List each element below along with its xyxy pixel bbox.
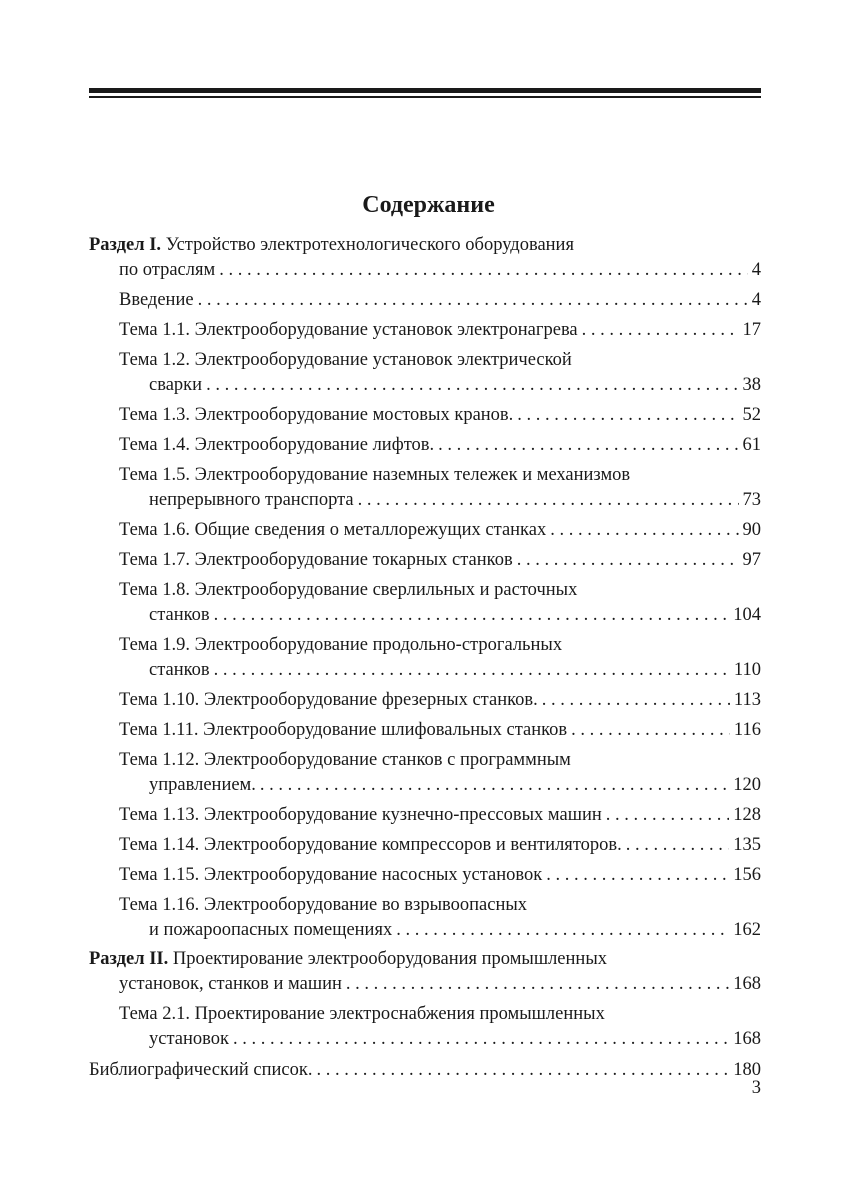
toc-entry-line <box>119 633 761 658</box>
toc-entry <box>89 833 761 858</box>
dot-leader <box>233 1027 729 1052</box>
header-rule-thick <box>89 88 761 93</box>
toc-entry <box>89 318 761 343</box>
table-of-contents <box>89 233 761 1083</box>
toc-entry-label <box>119 318 578 343</box>
toc-entry-text: Тема 1.3. Электрооборудование мостовых кранов. <box>119 405 514 425</box>
toc-entry-label <box>119 833 622 858</box>
toc-entry-prefix: Раздел II. <box>89 949 169 969</box>
toc-entry-line <box>119 373 761 398</box>
toc-entry-text: Тема 1.4. Электрооборудование лифтов. <box>119 435 435 455</box>
toc-entry <box>89 863 761 888</box>
dot-leader <box>546 863 729 888</box>
toc-entry-text: станков <box>149 605 210 625</box>
toc-entry-line <box>119 403 761 428</box>
toc-entry-line <box>119 833 761 858</box>
toc-entry-text: Тема 1.16. Электрооборудование во взрывоопасных <box>119 895 528 915</box>
toc-entry-label <box>119 972 342 997</box>
toc-entry-page: 128 <box>733 805 761 825</box>
toc-entry-line <box>119 658 761 683</box>
toc-entry-line <box>119 518 761 543</box>
dot-leader <box>206 373 738 398</box>
toc-entry-page: 73 <box>742 490 761 510</box>
toc-entry-page: 17 <box>742 320 761 340</box>
dot-leader <box>396 918 729 943</box>
toc-entry-text: Тема 1.13. Электрооборудование кузнечно-прессовых машин <box>119 805 602 825</box>
toc-entry <box>89 893 761 943</box>
page-title: Содержание <box>362 192 495 218</box>
toc-entry-page: 113 <box>733 690 761 710</box>
toc-entry <box>89 748 761 798</box>
dot-leader <box>260 773 729 798</box>
toc-entry-label <box>149 658 210 683</box>
toc-entry-text: Устройство электротехнологического оборудования <box>165 235 574 255</box>
dot-leader <box>542 688 730 713</box>
toc-entry-line <box>119 1027 761 1052</box>
toc-entry-line <box>119 863 761 888</box>
toc-entry <box>89 1058 761 1083</box>
toc-entry-page: 168 <box>733 1029 761 1049</box>
toc-entry-page: 104 <box>733 605 761 625</box>
dot-leader <box>582 318 739 343</box>
toc-entry-label <box>149 1027 229 1052</box>
toc-entry-text: Тема 1.2. Электрооборудование установок электрической <box>119 350 572 370</box>
toc-entry-line <box>89 972 761 997</box>
toc-entry-page: 135 <box>733 835 761 855</box>
toc-entry-page: 116 <box>733 720 761 740</box>
toc-entry <box>89 688 761 713</box>
toc-entry-label <box>119 258 215 283</box>
toc-entry-text: Тема 1.5. Электрооборудование наземных тележек и механизмов <box>119 465 631 485</box>
toc-entry-label <box>89 1058 312 1083</box>
dot-leader <box>198 288 748 313</box>
toc-entry-text: Тема 1.10. Электрооборудование фрезерных станков. <box>119 690 538 710</box>
toc-entry-label <box>119 433 434 458</box>
toc-entry-line <box>119 318 761 343</box>
toc-entry-text: станков <box>149 660 210 680</box>
toc-entry-label <box>119 718 567 743</box>
toc-entry-line <box>119 548 761 573</box>
header-rule <box>89 88 761 98</box>
dot-leader <box>517 403 738 428</box>
toc-entry-label <box>119 688 538 713</box>
toc-entry-label <box>149 773 256 798</box>
toc-entry-line <box>89 947 761 972</box>
dot-leader <box>219 258 748 283</box>
toc-entry-page: 168 <box>733 974 761 994</box>
toc-entry-text: Тема 1.11. Электрооборудование шлифовальных станков <box>119 720 568 740</box>
dot-leader <box>316 1058 729 1083</box>
toc-entry-text: Тема 1.6. Общие сведения о металлорежущих станках <box>119 520 547 540</box>
toc-entry-page: 156 <box>733 865 761 885</box>
toc-entry-page: 110 <box>733 660 761 680</box>
toc-entry <box>89 288 761 313</box>
dot-leader <box>550 518 738 543</box>
toc-entry-text: Тема 2.1. Проектирование электроснабжения промышленных <box>119 1004 605 1024</box>
dot-leader <box>626 833 729 858</box>
toc-entry-text: установок, станков и машин <box>119 974 342 994</box>
toc-entry-line <box>119 803 761 828</box>
toc-entry-text: по отраслям <box>119 260 216 280</box>
toc-entry-label <box>119 863 542 888</box>
toc-entry-line <box>119 578 761 603</box>
toc-entry-label <box>149 603 210 628</box>
toc-entry-text: непрерывного транспорта <box>149 490 354 510</box>
toc-entry-line <box>119 773 761 798</box>
toc-entry <box>89 433 761 458</box>
header-rule-thin <box>89 96 761 98</box>
toc-entry-text: Тема 1.8. Электрооборудование сверлильных и расточных <box>119 580 578 600</box>
toc-entry <box>89 718 761 743</box>
toc-entry-line <box>119 893 761 918</box>
toc-entry <box>89 548 761 573</box>
toc-entry-text: сварки <box>149 375 203 395</box>
toc-entry-label <box>119 548 513 573</box>
toc-entry-label <box>149 373 202 398</box>
toc-entry-label <box>119 803 602 828</box>
toc-entry <box>89 233 761 283</box>
dot-leader <box>358 488 739 513</box>
dot-leader <box>606 803 730 828</box>
toc-entry-text: и пожароопасных помещениях <box>149 920 393 940</box>
toc-entry-line <box>119 348 761 373</box>
toc-entry-label <box>119 403 513 428</box>
page-number: 3 <box>751 1078 761 1098</box>
toc-entry <box>89 947 761 997</box>
toc-entry-text: Тема 1.1. Электрооборудование установок электронагрева <box>119 320 578 340</box>
toc-entry-page: 180 <box>733 1060 761 1080</box>
toc-entry-label <box>119 518 546 543</box>
dot-leader <box>438 433 738 458</box>
dot-leader <box>214 603 730 628</box>
toc-entry <box>89 403 761 428</box>
toc-entry <box>89 803 761 828</box>
toc-entry-line <box>119 433 761 458</box>
toc-entry-text: Тема 1.7. Электрооборудование токарных станков <box>119 550 513 570</box>
toc-entry-page: 90 <box>742 520 761 540</box>
toc-entry-label <box>149 488 354 513</box>
toc-entry-line <box>89 233 761 258</box>
toc-entry-page: 4 <box>751 260 761 280</box>
toc-entry-text: Проектирование электрооборудования промышленных <box>172 949 608 969</box>
toc-entry-text: Тема 1.15. Электрооборудование насосных установок <box>119 865 543 885</box>
toc-entry <box>89 1002 761 1052</box>
toc-entry-text: Тема 1.9. Электрооборудование продольно-строгальных <box>119 635 563 655</box>
toc-entry-text: Библиографический список. <box>89 1060 313 1080</box>
dot-leader <box>571 718 730 743</box>
toc-entry <box>89 463 761 513</box>
toc-entry-line <box>119 718 761 743</box>
toc-entry-line <box>89 1058 761 1083</box>
toc-entry-line <box>119 748 761 773</box>
dot-leader <box>517 548 739 573</box>
toc-entry <box>89 348 761 398</box>
toc-entry-page: 52 <box>742 405 761 425</box>
toc-entry-label <box>119 288 194 313</box>
toc-entry-page: 4 <box>751 290 761 310</box>
toc-entry-text: Тема 1.12. Электрооборудование станков с программным <box>119 750 571 770</box>
toc-entry-label <box>149 918 392 943</box>
toc-entry-text: установок <box>149 1029 229 1049</box>
toc-entry-text: Введение <box>119 290 194 310</box>
toc-entry-page: 97 <box>742 550 761 570</box>
toc-entry-page: 120 <box>733 775 761 795</box>
toc-entry-line <box>119 603 761 628</box>
toc-entry-line <box>119 918 761 943</box>
toc-entry-line <box>119 488 761 513</box>
toc-entry-line <box>119 1002 761 1027</box>
toc-entry-line <box>89 258 761 283</box>
toc-entry-line <box>119 288 761 313</box>
toc-entry <box>89 578 761 628</box>
toc-entry <box>89 633 761 683</box>
toc-entry-line <box>119 688 761 713</box>
dot-leader <box>346 972 729 997</box>
toc-entry-prefix: Раздел I. <box>89 235 162 255</box>
toc-entry-text: управлением. <box>149 775 256 795</box>
toc-entry <box>89 518 761 543</box>
toc-entry-page: 61 <box>742 435 761 455</box>
toc-entry-page: 38 <box>742 375 761 395</box>
toc-entry-page: 162 <box>733 920 761 940</box>
dot-leader <box>214 658 730 683</box>
toc-entry-line <box>119 463 761 488</box>
toc-entry-text: Тема 1.14. Электрооборудование компрессоров и вентиляторов. <box>119 835 622 855</box>
